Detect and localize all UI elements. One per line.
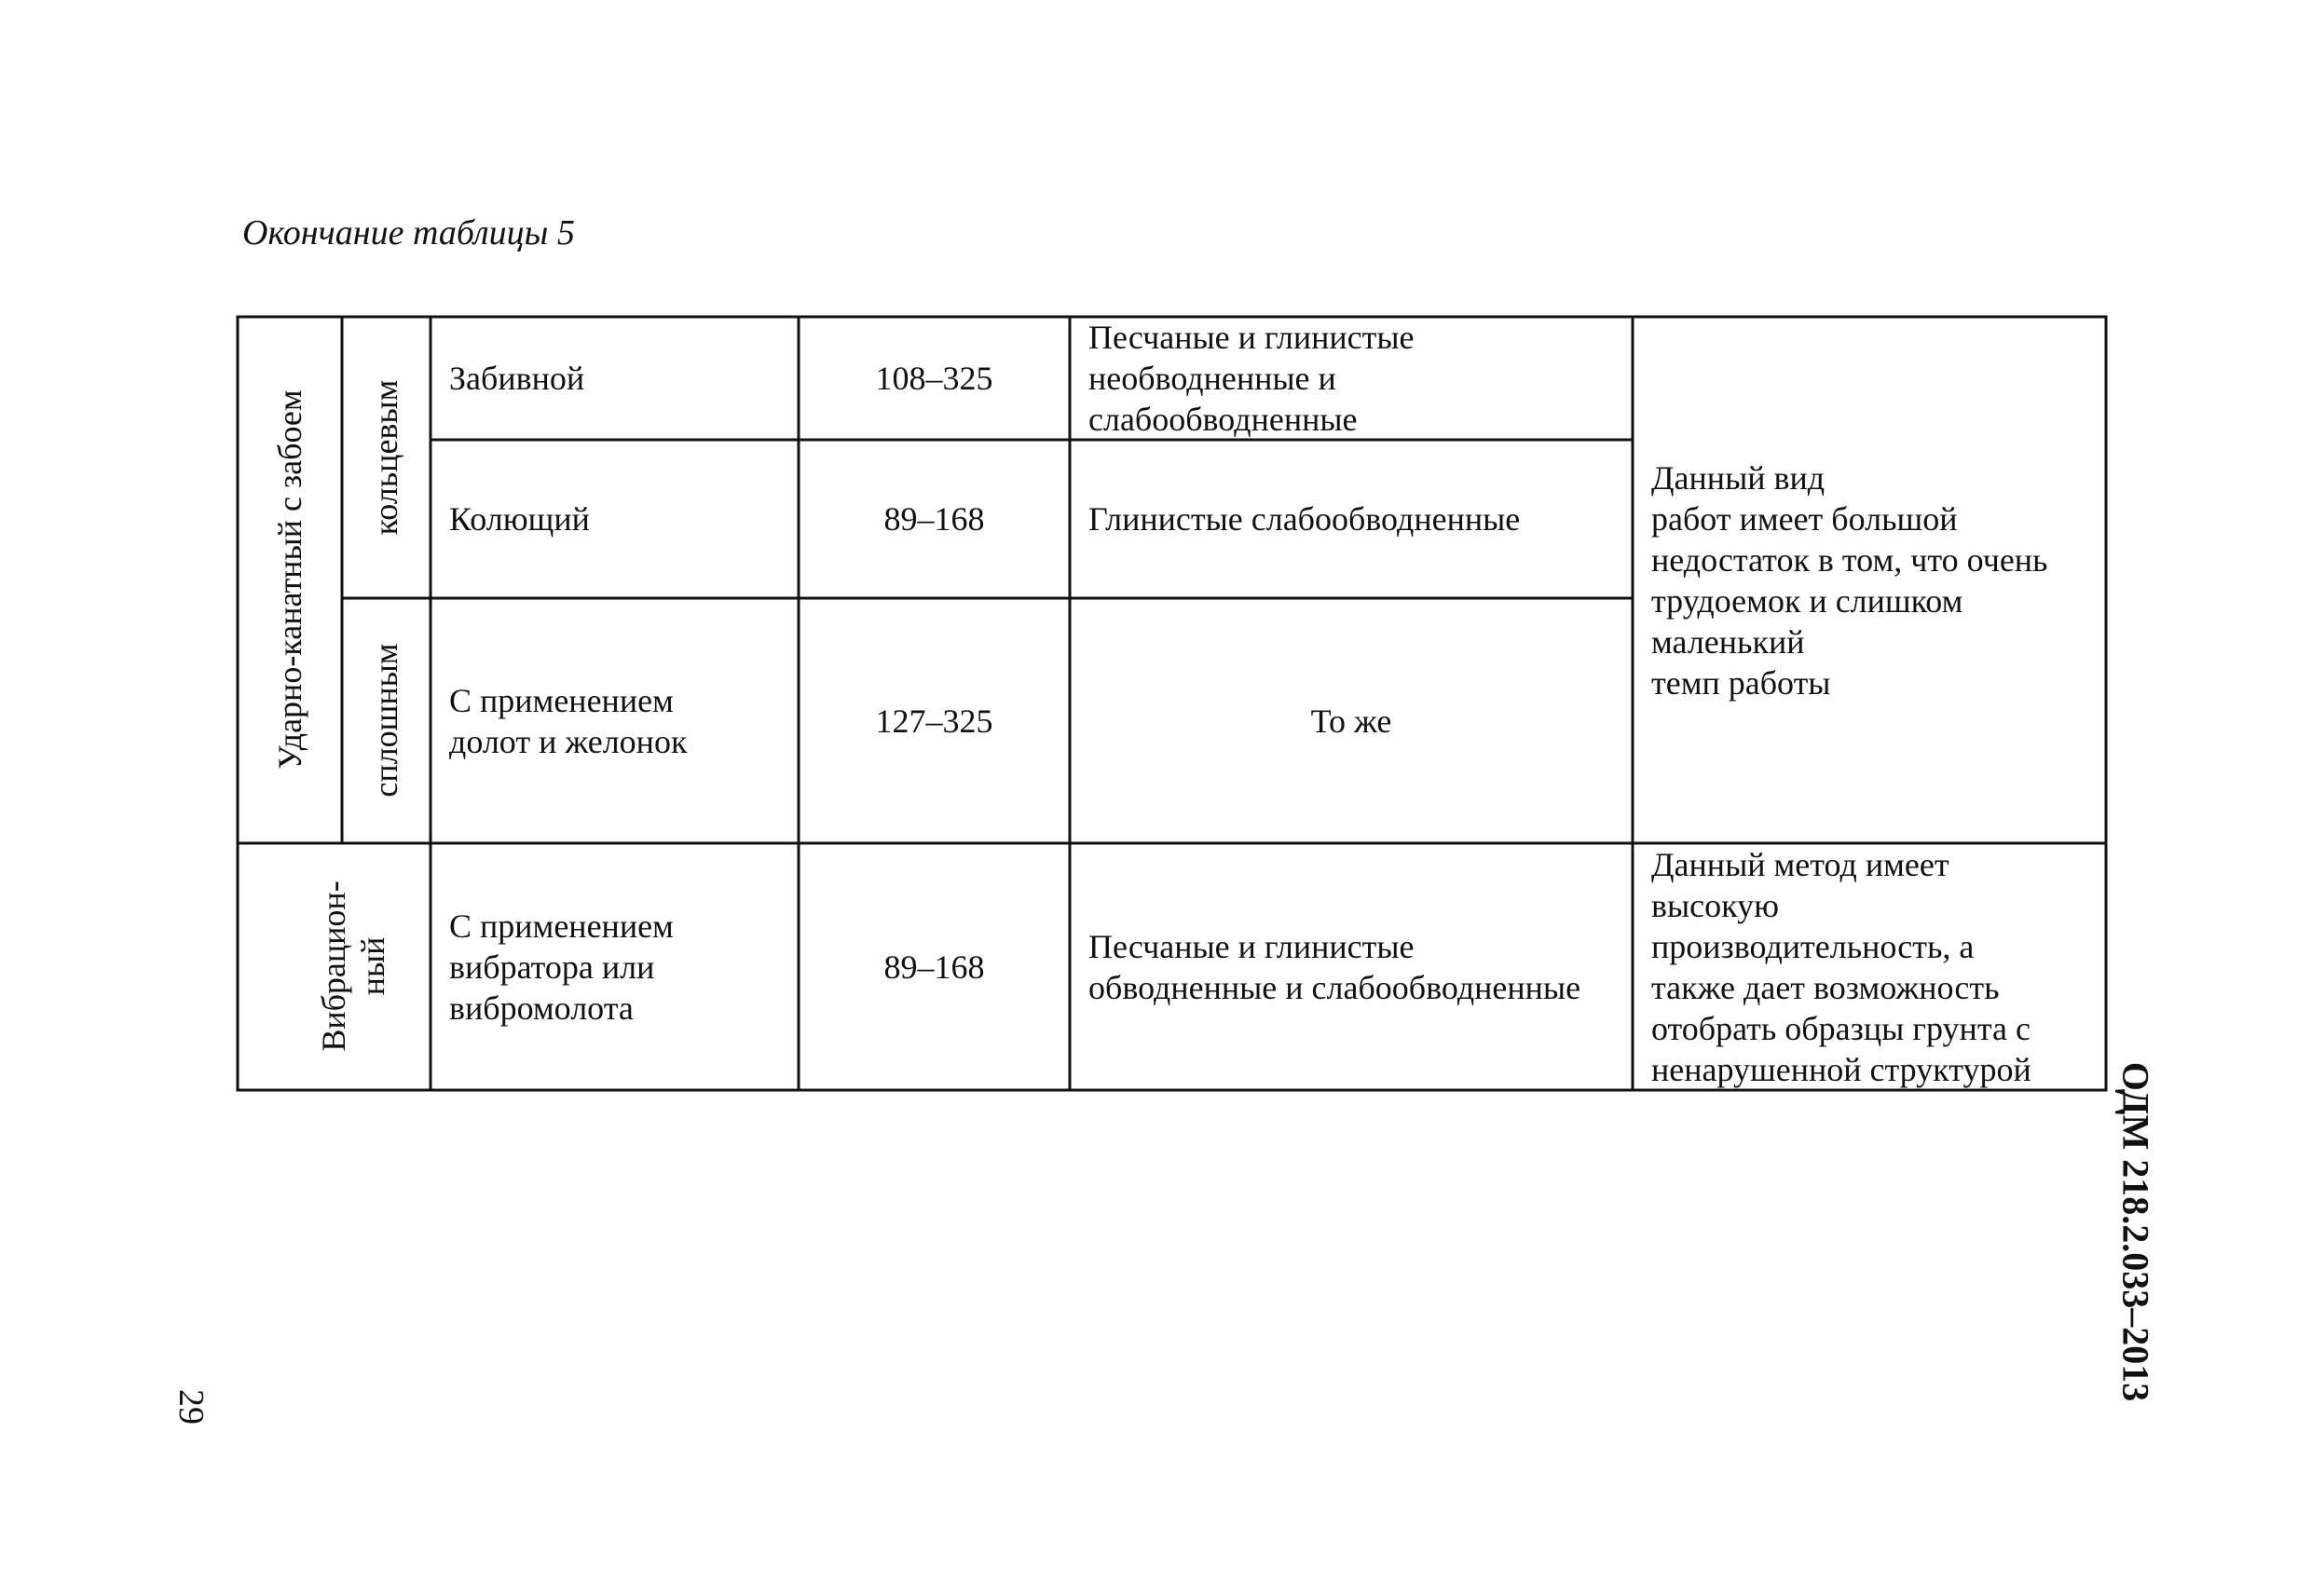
diameter-cell: 89–168 <box>883 500 985 538</box>
soils-cell: Песчаные и глинистые обводненные и слабообводненные <box>1088 927 1581 1006</box>
diameter-cell: 127–325 <box>875 702 993 740</box>
note-cell: Данный вид работ имеет большой недостаток в том, что очень трудоемок и слишком маленький темп работы <box>1651 458 2048 702</box>
group-label-percussion-cable: Ударно-канатный с забоем <box>271 389 308 770</box>
method-cell: С применением долот и желонок <box>449 681 688 760</box>
note-cell: Данный метод имеет высокую производительность, а также дает возможность отобрать образцы грунта с ненарушенной структурой <box>1651 845 2031 1088</box>
diameter-cell: 108–325 <box>875 360 993 397</box>
diameter-cell: 89–168 <box>883 948 985 986</box>
method-cell: С применением вибратора или вибромолота <box>449 907 674 1027</box>
method-cell: Забивной <box>449 360 585 397</box>
page-number: 29 <box>171 1389 211 1425</box>
subgroup-label-ring: кольцевым <box>367 379 404 536</box>
table-caption: Окончание таблицы 5 <box>242 213 575 252</box>
subgroup-label-solid: сплошным <box>367 643 404 798</box>
group-label-vibration: Вибрацион- ный <box>315 880 391 1052</box>
soils-cell: То же <box>1310 702 1392 740</box>
soils-cell: Песчаные и глинистые необводненные и слабообводненные <box>1088 319 1415 438</box>
document-code: ОДМ 218.2.033–2013 <box>2114 1061 2157 1402</box>
soils-cell: Глинистые слабообводненные <box>1088 500 1521 538</box>
method-cell: Колющий <box>449 500 590 538</box>
